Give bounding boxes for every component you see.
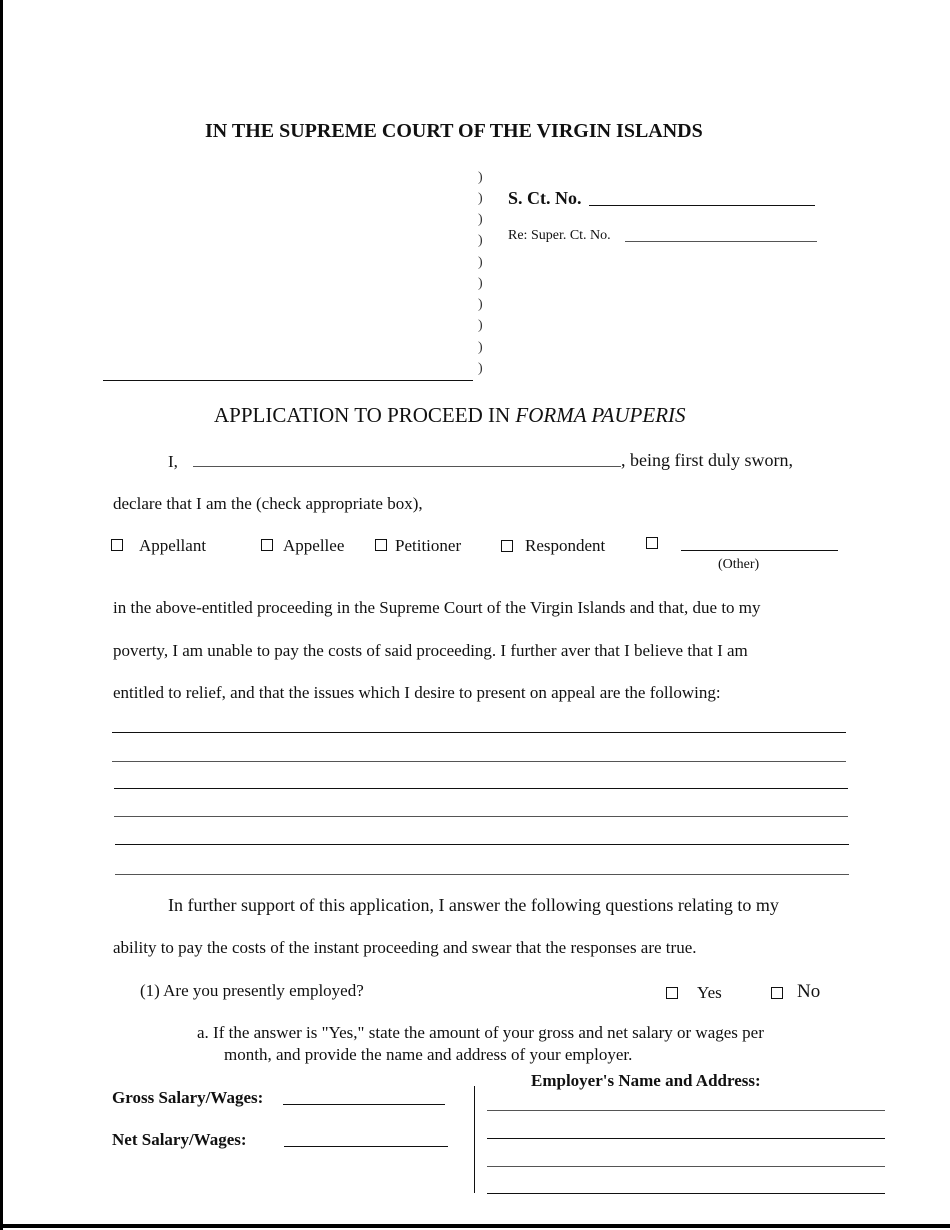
employed-no-checkbox[interactable] [771,987,783,999]
affiant-name-field[interactable] [193,466,621,467]
oath-prefix: I, [168,452,178,471]
oath-suffix: , being first duly sworn, [621,450,793,470]
appellant-checkbox[interactable] [111,539,123,551]
caption-paren: ) [478,255,483,270]
sct-no-label: S. Ct. No. [508,188,582,208]
appellee-label: Appellee [283,536,345,555]
question-1a-line-2: month, and provide the name and address of your employer. [224,1045,633,1064]
statement-line-2: poverty, I am unable to pay the costs of said proceeding. I further aver that I believe that I am [113,641,748,660]
other-role-field[interactable] [681,550,838,551]
issues-line[interactable] [114,816,848,817]
employer-address-line[interactable] [487,1110,885,1111]
other-label: (Other) [718,557,760,572]
employer-address-line[interactable] [487,1138,885,1139]
issues-line[interactable] [112,761,846,762]
super-ct-no-label: Re: Super. Ct. No. [508,228,611,243]
sct-no-field[interactable] [589,205,815,206]
respondent-label: Respondent [525,536,606,555]
issues-line[interactable] [112,732,846,733]
question-1a-line-1: a. If the answer is "Yes," state the amount of your gross and net salary or wages per [197,1023,764,1042]
caption-paren: ) [478,297,483,312]
super-ct-no-field[interactable] [625,241,817,242]
appellee-checkbox[interactable] [261,539,273,551]
issues-line[interactable] [115,874,849,875]
gross-salary-label: Gross Salary/Wages: [112,1088,264,1107]
caption-paren: ) [478,233,483,248]
statement-line-1: in the above-entitled proceeding in the Supreme Court of the Virgin Islands and that, due to my [113,598,761,617]
appellant-label: Appellant [139,536,207,555]
form-title [214,403,686,428]
declare-text: declare that I am the (check appropriate box), [113,494,423,513]
support-line-1: In further support of this application, I answer the following questions relating to my [168,895,779,915]
issues-line[interactable] [115,844,849,845]
page-bottom-border [0,1224,950,1228]
employer-label: Employer's Name and Address: [531,1071,761,1090]
employed-yes-label: Yes [697,983,722,1002]
respondent-checkbox[interactable] [501,540,513,552]
employer-address-line[interactable] [487,1193,885,1194]
caption-paren: ) [478,170,483,185]
caption-paren: ) [478,361,483,376]
gross-salary-field[interactable] [283,1104,445,1105]
caption-paren: ) [478,191,483,206]
petitioner-label: Petitioner [395,536,462,555]
statement-line-3: entitled to relief, and that the issues which I desire to present on appeal are the following: [113,683,721,702]
caption-paren: ) [478,340,483,355]
caption-paren: ) [478,276,483,291]
support-line-2: ability to pay the costs of the instant proceeding and swear that the responses are true. [113,938,697,957]
net-salary-label: Net Salary/Wages: [112,1130,247,1149]
form-title-main: APPLICATION TO PROCEED IN [214,403,516,427]
caption-paren: ) [478,318,483,333]
question-employed: (1) Are you presently employed? [140,981,364,1000]
employed-yes-checkbox[interactable] [666,987,678,999]
net-salary-field[interactable] [284,1146,448,1147]
other-checkbox[interactable] [646,537,658,549]
employed-no-label: No [797,981,821,1002]
petitioner-checkbox[interactable] [375,539,387,551]
caption-party-line[interactable] [103,380,473,381]
page-left-border [0,0,3,1230]
caption-paren: ) [478,212,483,227]
employer-address-line[interactable] [487,1166,885,1167]
issues-line[interactable] [114,788,848,789]
employment-divider [474,1086,475,1193]
form-title-italic: FORMA PAUPERIS [515,403,686,427]
court-title: IN THE SUPREME COURT OF THE VIRGIN ISLANDS [205,120,703,142]
